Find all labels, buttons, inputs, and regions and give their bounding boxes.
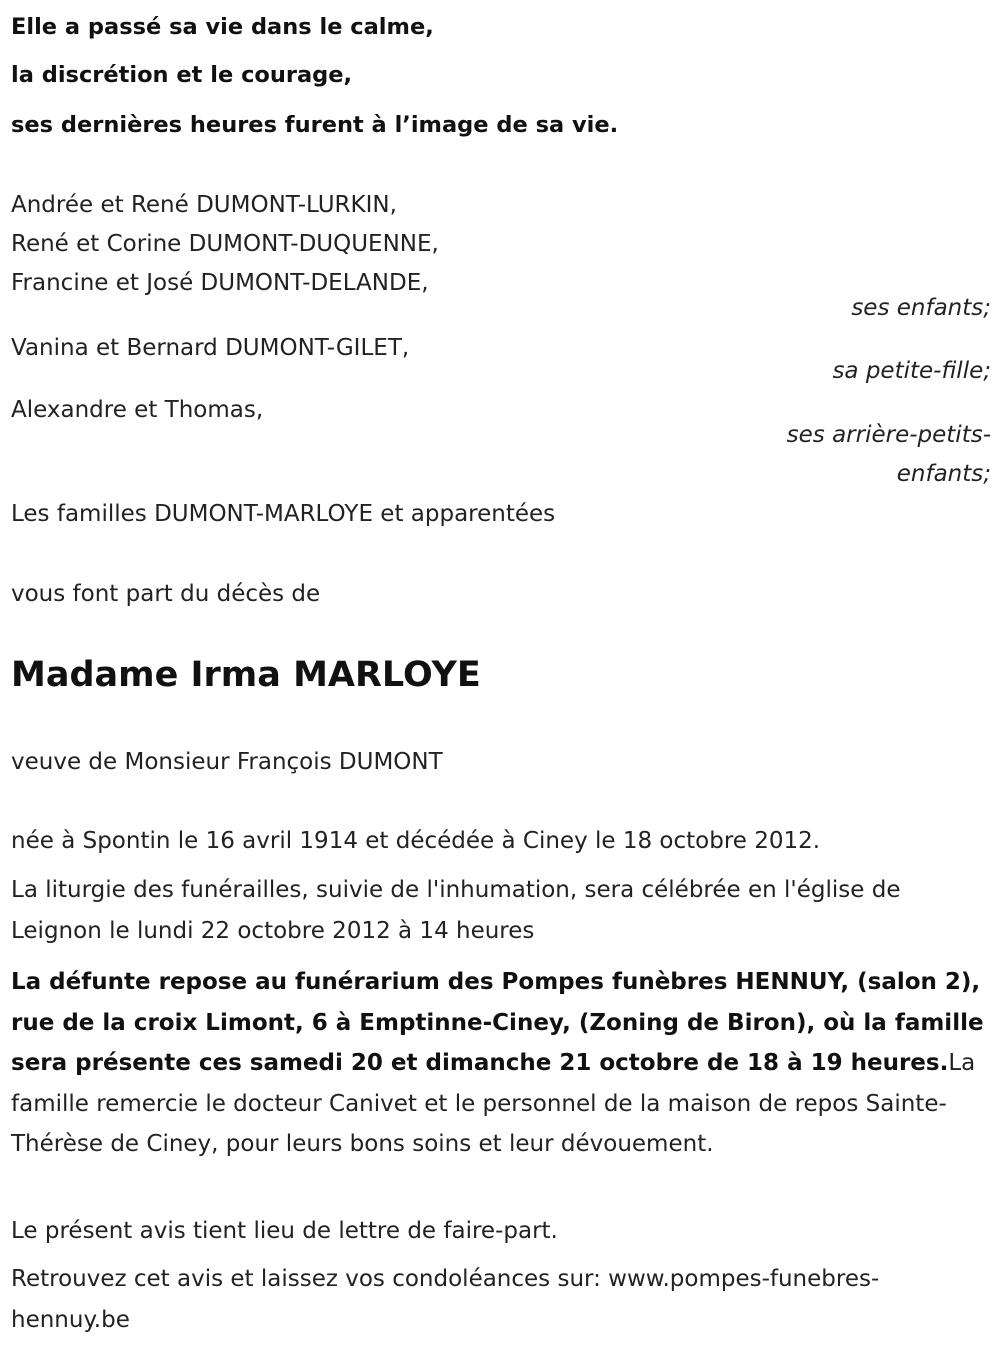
widow-of: veuve de Monsieur François DUMONT — [11, 749, 443, 775]
thanks: La famille remercie le docteur Canivet et le personnel de la maison de repos Sainte-Thérèse de Ciney, pour leurs bons soins et leur dévouement. — [11, 1050, 976, 1157]
notice: Le présent avis tient lieu de lettre de faire-part. — [11, 1218, 558, 1244]
child-3: Francine et José DUMONT-DELANDE, — [11, 270, 429, 296]
great-grandchildren: Alexandre et Thomas, — [11, 397, 264, 423]
granddaughter: Vanina et Bernard DUMONT-GILET, — [11, 335, 410, 361]
announcement: vous font part du décès de — [11, 581, 321, 607]
poem-line-2: la discrétion et le courage, — [11, 62, 353, 88]
great-grandchildren-role-line-1: ses arrière-petits- — [786, 422, 991, 448]
repose-and-thanks — [11, 962, 989, 1165]
repose-info: La défunte repose au funérarium des Pompes funèbres HENNUY, (salon 2), rue de la croix Limont, 6 à Emptinne-Ciney, (Zoning de Biron), où la famille sera présente ces samedi 20 et dimanche 21 octobre de 18 à 19 heures. — [11, 969, 984, 1076]
families: Les familles DUMONT-MARLOYE et apparentées — [11, 501, 556, 527]
birth-death: née à Spontin le 16 avril 1914 et décédée à Ciney le 18 octobre 2012. — [11, 828, 821, 854]
child-1: Andrée et René DUMONT-LURKIN, — [11, 192, 397, 218]
poem-line-3: ses dernières heures furent à l’image de sa vie. — [11, 112, 619, 138]
poem-line-1: Elle a passé sa vie dans le calme, — [11, 14, 434, 40]
condolences: Retrouvez cet avis et laissez vos condoléances sur: www.pompes-funebres-hennuy.be — [11, 1266, 880, 1333]
children-role: ses enfants; — [851, 295, 991, 321]
child-2: René et Corine DUMONT-DUQUENNE, — [11, 231, 439, 257]
funeral-info: La liturgie des funérailles, suivie de l'inhumation, sera célébrée en l'église de Leignon le lundi 22 octobre 2012 à 14 heures — [11, 877, 901, 944]
deceased-name: Madame Irma MARLOYE — [11, 655, 481, 695]
great-grandchildren-role-line-2: enfants; — [896, 461, 991, 487]
granddaughter-role: sa petite-fille; — [832, 358, 991, 384]
